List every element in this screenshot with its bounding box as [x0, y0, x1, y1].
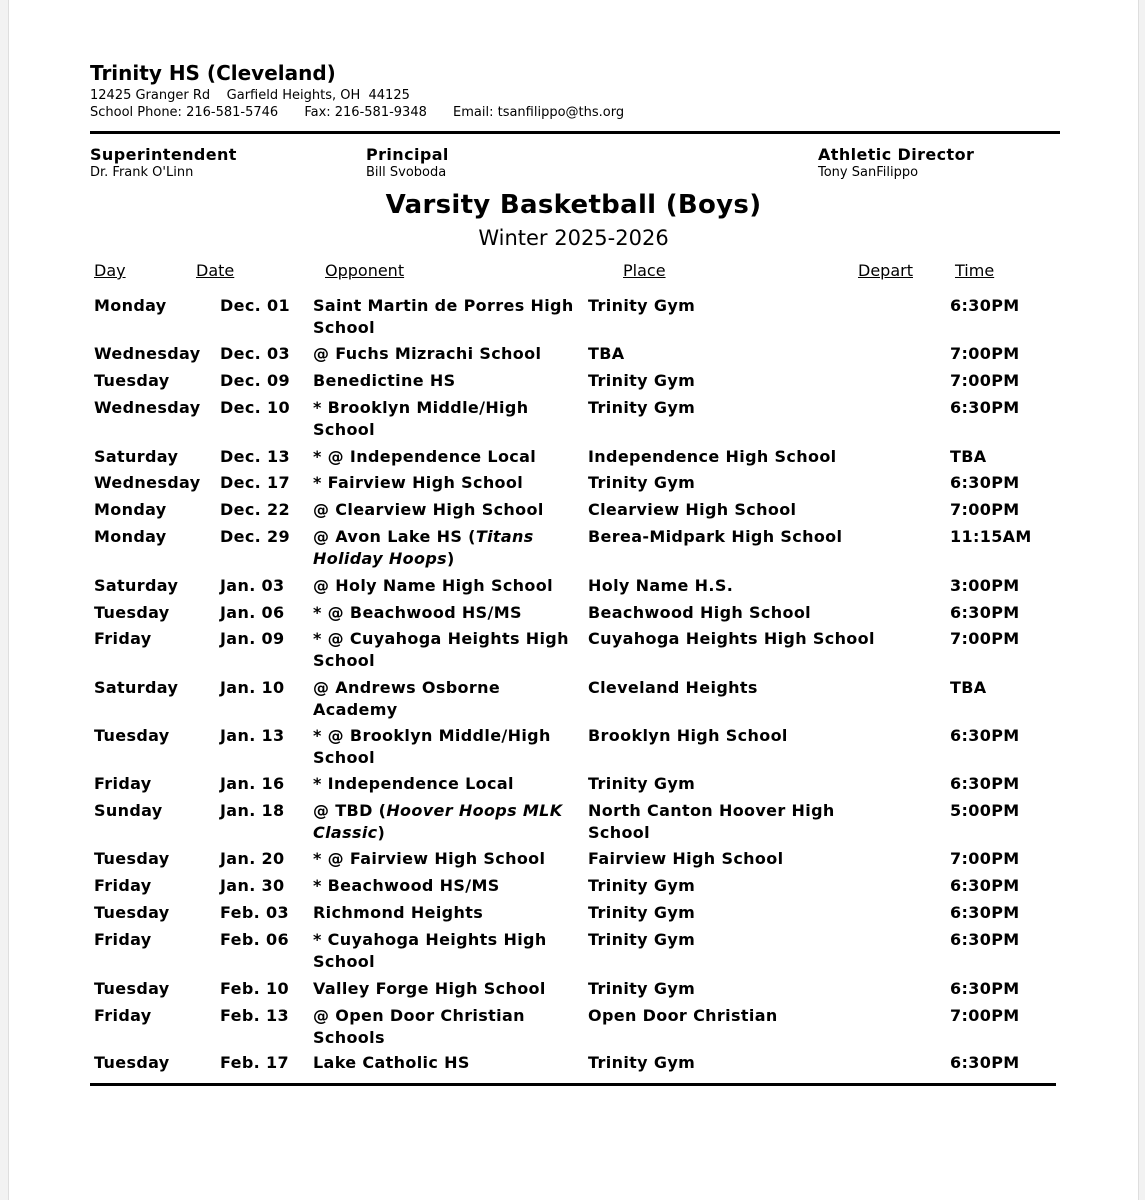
date-cell: Jan. 13 [220, 726, 285, 745]
column-header-opponent: Opponent [325, 261, 405, 280]
day-cell: Saturday [94, 576, 179, 595]
place-cell: Trinity Gym [588, 903, 696, 922]
staff-role: Principal [366, 145, 449, 164]
time-cell: 6:30PM [950, 1053, 1020, 1072]
time-cell: 6:30PM [950, 903, 1020, 922]
school-name: Trinity HS (Cleveland) [90, 61, 336, 85]
opponent-cell: Lake Catholic HS [313, 1053, 470, 1072]
date-cell: Feb. 03 [220, 903, 289, 922]
time-cell: 11:15AM [950, 527, 1032, 546]
place-cell: Trinity Gym [588, 371, 696, 390]
school-fax: Fax: 216-581-9348 [304, 105, 427, 120]
day-cell: Wednesday [94, 344, 201, 363]
opponent-cell: @ Open Door Christian Schools [313, 1006, 525, 1047]
time-cell: TBA [950, 678, 987, 697]
date-cell: Jan. 18 [220, 801, 285, 820]
place-cell: Trinity Gym [588, 473, 696, 492]
place-cell: Holy Name H.S. [588, 576, 734, 595]
date-cell: Dec. 22 [220, 500, 290, 519]
date-cell: Dec. 17 [220, 473, 290, 492]
time-cell: 7:00PM [950, 849, 1020, 868]
time-cell: 5:00PM [950, 801, 1020, 820]
date-cell: Jan. 06 [220, 603, 285, 622]
staff-athletic-director [818, 145, 974, 180]
date-cell: Dec. 13 [220, 447, 290, 466]
time-cell: 7:00PM [950, 1006, 1020, 1025]
schedule-page [8, 0, 1139, 1200]
place-cell: Berea-Midpark High School [588, 527, 843, 546]
tournament-name: Hoover Hoops MLK Classic [313, 801, 563, 842]
date-cell: Feb. 06 [220, 930, 289, 949]
schedule-title: Varsity Basketball (Boys) [385, 190, 762, 220]
date-cell: Feb. 17 [220, 1053, 289, 1072]
time-cell: 6:30PM [950, 930, 1020, 949]
day-cell: Wednesday [94, 473, 201, 492]
opponent-cell: * Independence Local [313, 774, 514, 793]
school-email: Email: tsanfilippo@ths.org [453, 105, 625, 120]
day-cell: Monday [94, 500, 167, 519]
day-cell: Friday [94, 1006, 152, 1025]
date-cell: Feb. 13 [220, 1006, 289, 1025]
date-cell: Jan. 16 [220, 774, 285, 793]
opponent-cell: Richmond Heights [313, 903, 484, 922]
place-cell: Beachwood High School [588, 603, 812, 622]
day-cell: Friday [94, 629, 152, 648]
tournament-name: Titans Holiday Hoops [313, 527, 534, 568]
date-cell: Dec. 01 [220, 296, 290, 315]
opponent-cell: * Brooklyn Middle/High School [313, 398, 529, 439]
footer-divider [90, 1083, 1056, 1086]
school-address: 12425 Granger Rd Garfield Heights, OH 44125 [90, 88, 410, 103]
opponent-cell: @ Fuchs Mizrachi School [313, 344, 542, 363]
column-header-place: Place [623, 261, 666, 280]
opponent-cell: * Cuyahoga Heights High School [313, 930, 547, 971]
column-header-depart: Depart [858, 261, 913, 280]
place-cell: Independence High School [588, 447, 837, 466]
season-subtitle: Winter 2025-2026 [478, 226, 669, 250]
time-cell: 7:00PM [950, 500, 1020, 519]
time-cell: 6:30PM [950, 296, 1020, 315]
time-cell: 6:30PM [950, 979, 1020, 998]
place-cell: Trinity Gym [588, 876, 696, 895]
place-cell: Cleveland Heights [588, 678, 758, 697]
place-cell: Brooklyn High School [588, 726, 788, 745]
day-cell: Sunday [94, 801, 163, 820]
staff-name: Bill Svoboda [366, 165, 447, 180]
time-cell: 7:00PM [950, 371, 1020, 390]
school-contact [90, 105, 646, 120]
time-cell: 3:00PM [950, 576, 1020, 595]
opponent-cell: * @ Cuyahoga Heights High School [313, 629, 569, 670]
place-cell: Trinity Gym [588, 930, 696, 949]
column-header-day: Day [94, 261, 126, 280]
column-header-date: Date [196, 261, 235, 280]
day-cell: Tuesday [94, 903, 170, 922]
date-cell: Jan. 09 [220, 629, 285, 648]
day-cell: Monday [94, 296, 167, 315]
time-cell: 6:30PM [950, 876, 1020, 895]
date-cell: Dec. 10 [220, 398, 290, 417]
day-cell: Tuesday [94, 371, 170, 390]
opponent-cell: Saint Martin de Porres High School [313, 296, 574, 337]
opponent-cell: @ Andrews Osborne Academy [313, 678, 501, 719]
place-cell: Trinity Gym [588, 979, 696, 998]
opponent-cell: @ Holy Name High School [313, 576, 553, 595]
place-cell: North Canton Hoover High School [588, 801, 835, 842]
time-cell: 6:30PM [950, 774, 1020, 793]
day-cell: Friday [94, 930, 152, 949]
header-divider [90, 131, 1060, 134]
place-cell: Clearview High School [588, 500, 797, 519]
opponent-cell: * Beachwood HS/MS [313, 876, 500, 895]
staff-name: Tony SanFilippo [818, 165, 919, 180]
opponent-cell: * Fairview High School [313, 473, 524, 492]
opponent-cell: @ Clearview High School [313, 500, 544, 519]
opponent-cell: * @ Fairview High School [313, 849, 546, 868]
day-cell: Tuesday [94, 979, 170, 998]
opponent-cell: * @ Brooklyn Middle/High School [313, 726, 551, 767]
time-cell: TBA [950, 447, 987, 466]
opponent-cell: * @ Independence Local [313, 447, 537, 466]
date-cell: Jan. 30 [220, 876, 285, 895]
date-cell: Feb. 10 [220, 979, 289, 998]
time-cell: 6:30PM [950, 398, 1020, 417]
opponent-name: @ TBD [313, 801, 373, 820]
day-cell: Saturday [94, 447, 179, 466]
staff-name: Dr. Frank O'Linn [90, 165, 194, 180]
staff-role: Athletic Director [818, 145, 975, 164]
time-cell: 6:30PM [950, 726, 1020, 745]
date-cell: Dec. 09 [220, 371, 290, 390]
staff-role: Superintendent [90, 145, 237, 164]
date-cell: Dec. 29 [220, 527, 290, 546]
date-cell: Jan. 03 [220, 576, 285, 595]
time-cell: 6:30PM [950, 473, 1020, 492]
day-cell: Tuesday [94, 726, 170, 745]
opponent-cell: Valley Forge High School [313, 979, 546, 998]
place-cell: Trinity Gym [588, 774, 696, 793]
day-cell: Friday [94, 876, 152, 895]
place-cell: Open Door Christian [588, 1006, 778, 1025]
date-cell: Jan. 10 [220, 678, 285, 697]
day-cell: Friday [94, 774, 152, 793]
place-cell: Trinity Gym [588, 398, 696, 417]
school-phone: School Phone: 216-581-5746 [90, 105, 279, 120]
time-cell: 7:00PM [950, 629, 1020, 648]
date-cell: Jan. 20 [220, 849, 285, 868]
day-cell: Tuesday [94, 603, 170, 622]
time-cell: 7:00PM [950, 344, 1020, 363]
place-cell: TBA [588, 344, 625, 363]
day-cell: Tuesday [94, 849, 170, 868]
day-cell: Wednesday [94, 398, 201, 417]
time-cell: 6:30PM [950, 603, 1020, 622]
place-cell: Trinity Gym [588, 296, 696, 315]
place-cell: Cuyahoga Heights High School [588, 629, 875, 648]
opponent-cell: @ Avon Lake HS (Titans Holiday Hoops) [313, 527, 534, 568]
place-cell: Fairview High School [588, 849, 784, 868]
opponent-cell: Benedictine HS [313, 371, 456, 390]
day-cell: Saturday [94, 678, 179, 697]
date-cell: Dec. 03 [220, 344, 290, 363]
opponent-name: @ Avon Lake HS [313, 527, 463, 546]
column-header-time: Time [955, 261, 995, 280]
place-cell: Trinity Gym [588, 1053, 696, 1072]
day-cell: Tuesday [94, 1053, 170, 1072]
opponent-cell: @ TBD (Hoover Hoops MLK Classic) [313, 801, 563, 842]
staff-principal [366, 145, 449, 180]
opponent-cell: * @ Beachwood HS/MS [313, 603, 522, 622]
staff-superintendent [90, 145, 237, 180]
day-cell: Monday [94, 527, 167, 546]
